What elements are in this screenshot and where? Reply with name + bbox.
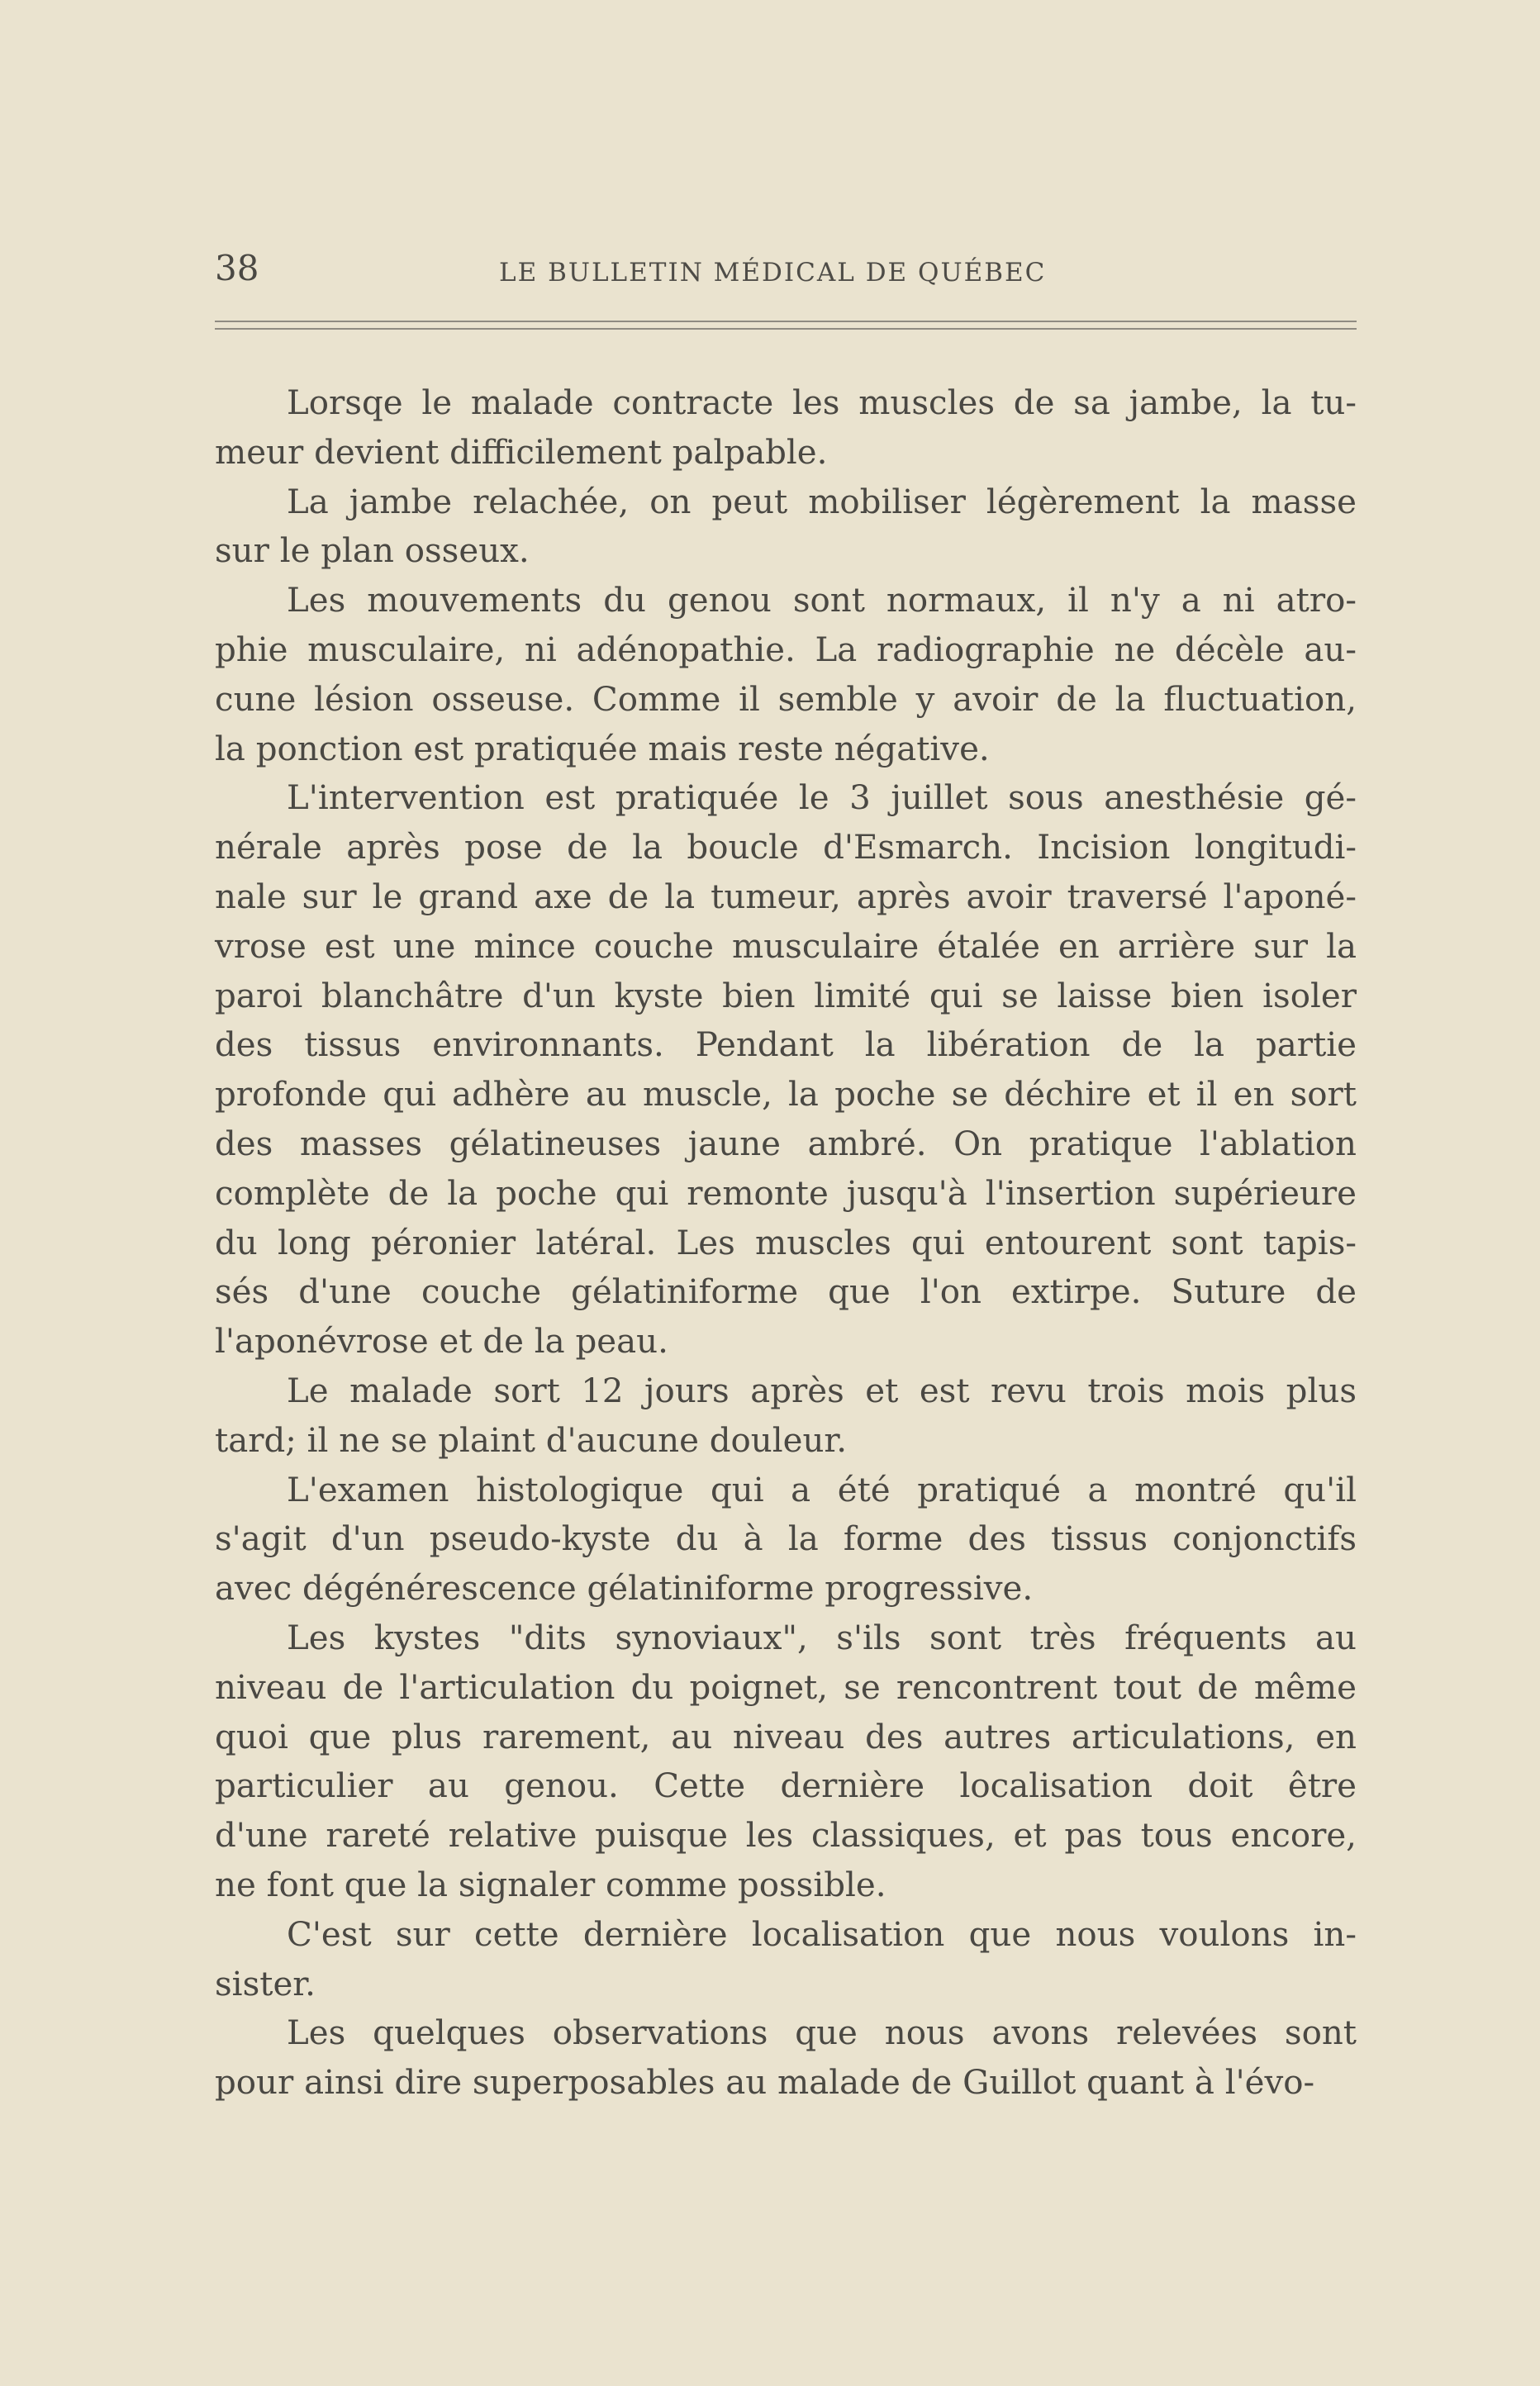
text-line: vrose est une mince couche musculaire étalée en arrière sur la xyxy=(215,926,1357,966)
text-line: pour ainsi dire superposables au malade de Guillot quant à l'évo- xyxy=(215,2063,1315,2103)
text-line: Les quelques observations que nous avons relevées sont xyxy=(287,2013,1357,2053)
text-line: ne font que la signaler comme possible. xyxy=(215,1865,886,1904)
paragraph xyxy=(215,576,1357,773)
text-line: paroi blanchâtre d'un kyste bien limité qui se laisse bien isoler xyxy=(215,976,1357,1015)
text-line: sés d'une couche gélatiniforme que l'on extirpe. Suture de xyxy=(215,1272,1357,1312)
article-body xyxy=(215,378,1357,2108)
text-line: Lorsqe le malade contracte les muscles de sa jambe, la tu- xyxy=(287,383,1357,422)
text-line: nale sur le grand axe de la tumeur, après avoir traversé l'aponé- xyxy=(215,877,1357,916)
text-line: tard; il ne se plaint d'aucune douleur. xyxy=(215,1420,848,1460)
text-line: cune lésion osseuse. Comme il semble y avoir de la fluctuation, xyxy=(215,679,1357,719)
text-line: L'intervention est pratiquée le 3 juillet sous anesthésie gé- xyxy=(287,778,1357,818)
paragraph xyxy=(215,1614,1357,1910)
text-line: C'est sur cette dernière localisation que nous voulons in- xyxy=(287,1914,1357,1954)
paragraph xyxy=(215,1366,1357,1466)
text-line: l'aponévrose et de la peau. xyxy=(215,1322,668,1362)
page-number: 38 xyxy=(215,248,259,288)
text-line: meur devient difficilement palpable. xyxy=(215,432,828,472)
text-line: complète de la poche qui remonte jusqu'à l'insertion supérieure xyxy=(215,1173,1357,1213)
text-line: profonde qui adhère au muscle, la poche se déchire et il en sort xyxy=(215,1075,1357,1115)
text-line: sister. xyxy=(215,1964,316,2003)
running-title: LE BULLETIN MÉDICAL DE QUÉBEC xyxy=(499,258,1047,288)
text-line: La jambe relachée, on peut mobiliser légèrement la masse xyxy=(287,482,1357,521)
text-line: Les mouvements du genou sont normaux, il n'y a ni atro- xyxy=(287,581,1357,620)
paragraph xyxy=(215,478,1357,577)
paragraph xyxy=(215,1466,1357,1614)
paragraph xyxy=(215,2008,1357,2108)
text-line: des tissus environnants. Pendant la libération de la partie xyxy=(215,1025,1357,1065)
paragraph xyxy=(215,1910,1357,2009)
text-line: Les kystes "dits synoviaux", s'ils sont très fréquents au xyxy=(287,1618,1357,1657)
text-line: d'une rareté relative puisque les classiques, et pas tous encore, xyxy=(215,1816,1357,1856)
text-line: niveau de l'articulation du poignet, se rencontrent tout de même xyxy=(215,1667,1357,1707)
text-line: Le malade sort 12 jours après et est revu trois mois plus xyxy=(287,1371,1357,1410)
paragraph xyxy=(215,773,1357,1366)
text-line: L'examen histologique qui a été pratiqué a montré qu'il xyxy=(287,1470,1357,1509)
text-line: du long péronier latéral. Les muscles qui entourent sont tapis- xyxy=(215,1223,1357,1262)
header-rule xyxy=(215,321,1357,330)
text-line: avec dégénérescence gélatiniforme progressive. xyxy=(215,1569,1034,1609)
text-line: nérale après pose de la boucle d'Esmarch. Incision longitudi- xyxy=(215,828,1357,867)
paragraph xyxy=(215,378,1357,478)
text-line: quoi que plus rarement, au niveau des autres articulations, en xyxy=(215,1717,1357,1756)
text-line: phie musculaire, ni adénopathie. La radiographie ne décèle au- xyxy=(215,630,1357,669)
text-line: particulier au genou. Cette dernière localisation doit être xyxy=(215,1766,1357,1806)
text-line: la ponction est pratiquée mais reste négative. xyxy=(215,729,990,768)
page-header xyxy=(207,248,1363,297)
text-line: s'agit d'un pseudo-kyste du à la forme des tissus conjonctifs xyxy=(215,1519,1357,1559)
text-line: des masses gélatineuses jaune ambré. On pratique l'ablation xyxy=(215,1124,1357,1163)
text-line: sur le plan osseux. xyxy=(215,531,530,571)
